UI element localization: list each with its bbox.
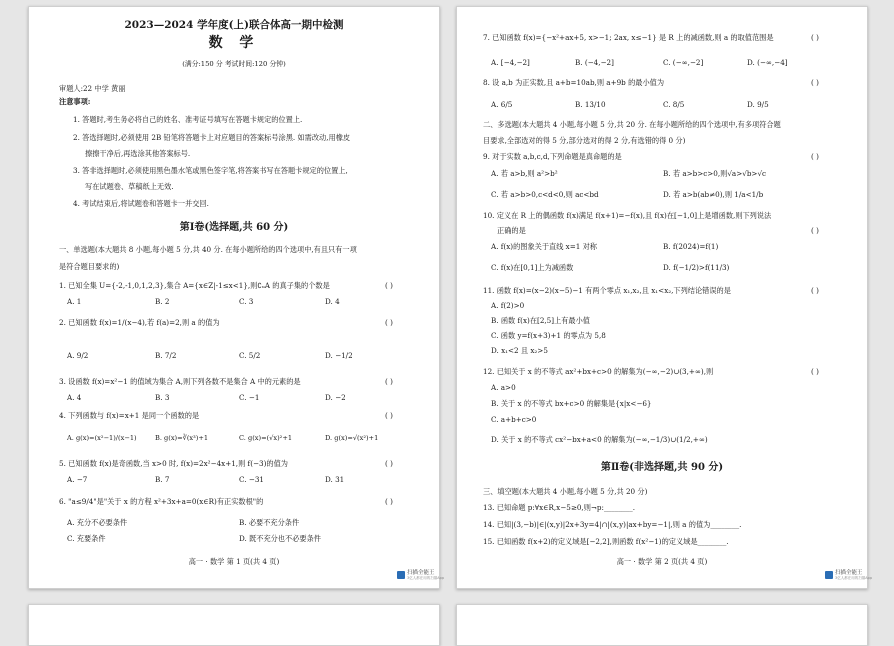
q3-answer-paren: ( ) xyxy=(385,377,393,386)
q7-option-c: C. (−∞,−2] xyxy=(663,58,704,67)
q10-option-a: A. f(x)的图象关于直线 x=1 对称 xyxy=(491,242,597,251)
page-1 xyxy=(28,6,445,589)
q8-stem: 8. 设 a,b 为正实数,且 a+b=10ab,则 a+9b 的最小值为 xyxy=(483,78,665,87)
q4-option-a: A. g(x)=(x²−1)/(x−1) xyxy=(67,434,137,442)
q10-answer-paren: ( ) xyxy=(811,226,819,235)
fill-q15: 15. 已知函数 f(x+2)的定义域是[−2,2],则函数 f(x²−1)的定义域是________. xyxy=(483,537,729,546)
q10-stem-cont: 正确的是 xyxy=(497,226,526,235)
q1-stem: 1. 已知全集 U={-2,-1,0,1,2,3},集合 A={x∈Z|-1≤x<1},则∁ᵤA 的真子集的个数是 xyxy=(59,281,330,290)
q5-option-c: C. −31 xyxy=(239,475,264,484)
q11-answer-paren: ( ) xyxy=(811,286,819,295)
page-1-footer: 高一 · 数学 第 1 页(共 4 页) xyxy=(188,557,280,566)
fill-q13: 13. 已知命题 p:∀x∈R,x−5≥0,则¬p:________. xyxy=(483,503,635,512)
q1-option-c: C. 3 xyxy=(239,297,254,306)
q10-option-d: D. f(−1/2)>f(11/3) xyxy=(663,263,730,272)
q4-option-b: B. g(x)=∛(x³)+1 xyxy=(155,434,209,442)
q11-option-d: D. x₁<2 且 x₂>5 xyxy=(491,346,548,355)
exam-title: 2023—2024 学年度(上)联合体高一期中检测 xyxy=(124,19,344,31)
q8-option-a: A. 6/5 xyxy=(491,100,513,109)
scanner-watermark xyxy=(397,570,445,580)
q6-answer-paren: ( ) xyxy=(385,497,393,506)
q12-option-c: C. a+b+c>0 xyxy=(491,415,537,424)
q6-stem: 6. "a≤9/4"是"关于 x 的方程 x²+3x+a=0(x∈R)有正实数根"的 xyxy=(59,497,264,506)
q2-option-a: A. 9/2 xyxy=(67,351,89,360)
note-4: 4. 考试结束后,将试题卷和答题卡一并交回. xyxy=(73,199,209,208)
q2-option-c: C. 5/2 xyxy=(239,351,261,360)
page-2-footer: 高一 · 数学 第 2 页(共 4 页) xyxy=(616,557,708,566)
q2-option-d: D. −1/2 xyxy=(325,351,353,360)
reviewers: 审题人:22 中学 黄丽 xyxy=(59,84,126,93)
subject-title: 数 学 xyxy=(208,35,260,51)
scanner-logo-text: 扫描全能王 xyxy=(407,570,435,576)
q8-option-d: D. 9/5 xyxy=(747,100,769,109)
q9-stem: 9. 对于实数 a,b,c,d,下列命题是真命题的是 xyxy=(483,152,622,161)
q11-option-b: B. 函数 f(x)在[2,5]上有最小值 xyxy=(491,316,590,325)
q6-option-c: C. 充要条件 xyxy=(67,534,106,543)
q3-option-a: A. 4 xyxy=(67,393,82,402)
q12-option-b: B. 关于 x 的不等式 bx+c>0 的解集是{x|x<−6} xyxy=(491,399,652,408)
page-3 xyxy=(28,604,440,646)
q3-option-b: B. 3 xyxy=(155,393,170,402)
q8-answer-paren: ( ) xyxy=(811,78,819,87)
q6-option-b: B. 必要不充分条件 xyxy=(239,518,300,527)
q4-stem: 4. 下列函数与 f(x)=x+1 是同一个函数的是 xyxy=(59,411,200,420)
q2-answer-paren: ( ) xyxy=(385,318,393,327)
part2-heading: 二、多选题(本大题共 4 小题,每小题 5 分,共 20 分. 在每小题所给的四个选项中,有多项符合题 xyxy=(483,120,781,129)
q7-option-b: B. (−4,−2] xyxy=(575,58,614,67)
q9-answer-paren: ( ) xyxy=(811,152,819,161)
q2-option-b: B. 7/2 xyxy=(155,351,177,360)
note-3: 3. 答非选择题时,必须使用黑色墨水笔或黑色签字笔,将答案书写在答题卡规定的位置上, xyxy=(73,166,348,175)
page-4 xyxy=(456,604,868,646)
q1-answer-paren: ( ) xyxy=(385,281,393,290)
q5-answer-paren: ( ) xyxy=(385,459,393,468)
q12-option-d: D. 关于 x 的不等式 cx²−bx+a<0 的解集为(−∞,−1/3)∪(1/2,+∞) xyxy=(491,435,708,444)
scanner-logo-icon xyxy=(825,571,833,579)
note-3-cont: 写在试题卷、草稿纸上无效. xyxy=(85,182,174,191)
q5-option-b: B. 7 xyxy=(155,475,170,484)
q5-stem: 5. 已知函数 f(x)是奇函数,当 x>0 时, f(x)=2x²−4x+1,则 f(−3)的值为 xyxy=(59,459,288,468)
note-1: 1. 答题时,考生务必将自己的姓名、准考证号填写在答题卡规定的位置上. xyxy=(73,115,303,124)
q6-option-a: A. 充分不必要条件 xyxy=(67,518,128,527)
q10-option-c: C. f(x)在[0,1]上为减函数 xyxy=(491,263,574,272)
q1-option-b: B. 2 xyxy=(155,297,170,306)
notes-heading: 注意事项: xyxy=(59,97,91,106)
q8-option-c: C. 8/5 xyxy=(663,100,685,109)
q9-option-c: C. 若 a>b>0,c<d<0,则 ac<bd xyxy=(491,190,599,199)
q4-answer-paren: ( ) xyxy=(385,411,393,420)
q10-stem: 10. 定义在 R 上的偶函数 f(x)满足 f(x+1)=−f(x),且 f(x)在[−1,0]上是增函数,则下列说法 xyxy=(483,211,772,220)
q3-stem: 3. 设函数 f(x)=x²−1 的值域为集合 A,则下列各数不是集合 A 中的元素的是 xyxy=(59,377,301,386)
part1-heading: 一、单选题(本大题共 8 小题,每小题 5 分,共 40 分. 在每小题所给的四个选项中,有且只有一项 xyxy=(59,245,357,254)
q11-option-a: A. f(2)>0 xyxy=(491,301,525,310)
q12-answer-paren: ( ) xyxy=(811,367,819,376)
q8-option-b: B. 13/10 xyxy=(575,100,606,109)
section-2-title: 第Ⅱ卷(非选择题,共 90 分) xyxy=(600,462,724,473)
scanner-logo-subtext: 3亿人都在用的扫描App xyxy=(835,576,873,580)
fill-q14: 14. 已知|(3,−b)|∈|(x,y)|2x+3y=4|∩|(x,y)|ax+by=−1|,则 a 的值为________. xyxy=(483,520,742,529)
q9-option-b: B. 若 a>b>c>0,则√a>√b>√c xyxy=(663,169,767,178)
q6-option-d: D. 既不充分也不必要条件 xyxy=(239,534,321,543)
note-2-cont: 擦擦干净后,再选涂其他答案标号. xyxy=(85,149,191,158)
q9-option-d: D. 若 a>b(ab≠0),则 1/a<1/b xyxy=(663,190,764,199)
q7-option-a: A. [−4,−2] xyxy=(491,58,530,67)
exam-meta: (满分:150 分 考试时间:120 分钟) xyxy=(182,60,286,68)
scanner-logo-subtext: 3亿人都在用的扫描App xyxy=(407,576,445,580)
q1-option-a: A. 1 xyxy=(67,297,82,306)
part2-heading-cont: 目要求,全部选对的得 5 分,部分选对的得 2 分,有选错的得 0 分) xyxy=(483,136,686,145)
q2-stem: 2. 已知函数 f(x)=1/(x−4),若 f(a)=2,则 a 的值为 xyxy=(59,318,220,327)
q7-option-d: D. (−∞,−4] xyxy=(747,58,788,67)
q7-stem: 7. 已知函数 f(x)={−x²+ax+5, x>−1; 2ax, x≤−1} 是 R 上的减函数,则 a 的取值范围是 xyxy=(483,33,774,42)
scanner-logo-icon xyxy=(397,571,405,579)
scanner-watermark-2 xyxy=(825,570,873,580)
note-2: 2. 答选择题时,必须使用 2B 铅笔将答题卡上对应题目的答案标号涂黑. 如需改动,用橡皮 xyxy=(73,133,351,142)
q10-option-b: B. f(2024)=f(1) xyxy=(663,242,719,251)
section-1-title: 第Ⅰ卷(选择题,共 60 分) xyxy=(179,222,289,233)
q1-option-d: D. 4 xyxy=(325,297,340,306)
q9-option-a: A. 若 a>b,则 a²>b² xyxy=(491,169,558,178)
q3-option-c: C. −1 xyxy=(239,393,260,402)
q11-option-c: C. 函数 y=f(x+3)+1 的零点为 5,8 xyxy=(491,331,606,340)
q12-option-a: A. a>0 xyxy=(491,383,516,392)
q5-option-a: A. −7 xyxy=(67,475,88,484)
q4-option-d: D. g(x)=√(x²)+1 xyxy=(325,434,379,442)
q11-stem: 11. 函数 f(x)=(x−2)(x−5)−1 有两个零点 x₁,x₂,且 x₁<x₂,下列结论错误的是 xyxy=(483,286,731,295)
part3-heading: 三、填空题(本大题共 4 小题,每小题 5 分,共 20 分) xyxy=(483,487,648,496)
q4-option-c: C. g(x)=(√x)²+1 xyxy=(239,434,293,442)
q3-option-d: D. −2 xyxy=(325,393,346,402)
q7-answer-paren: ( ) xyxy=(811,33,819,42)
page-2 xyxy=(456,6,873,589)
scanner-logo-text: 扫描全能王 xyxy=(835,570,863,576)
part1-heading-cont: 是符合题目要求的) xyxy=(59,262,120,271)
q5-option-d: D. 31 xyxy=(325,475,345,484)
q12-stem: 12. 已知关于 x 的不等式 ax²+bx+c>0 的解集为(−∞,−2)∪(3,+∞),则 xyxy=(483,367,714,376)
